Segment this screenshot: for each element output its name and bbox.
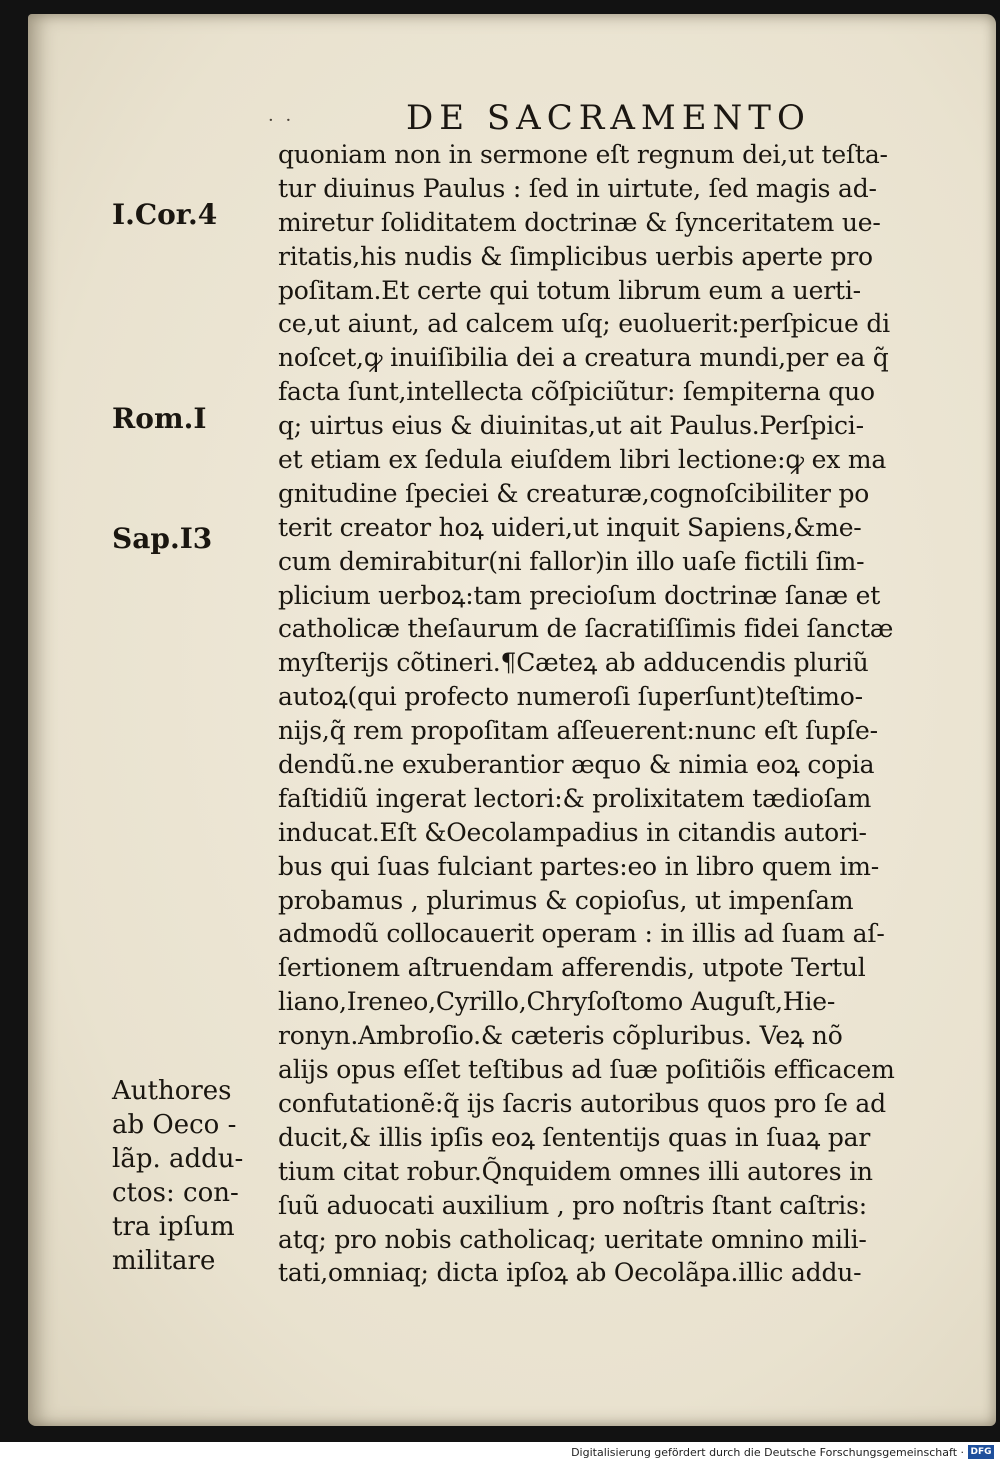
body-text	[278, 138, 978, 1290]
text-line: poſitam.Et certe qui totum librum eum a uerti-	[278, 275, 861, 305]
text-line: confutationẽ:q̃ ijs ſacris autoribus quos pro ſe ad	[278, 1088, 886, 1118]
text-line: myſterijs cõtineri.¶Cæteꝝ ab adducendis pluriũ	[278, 648, 869, 678]
text-line: q; uirtus eius & diuinitas,ut ait Paulus.Perſpici-	[278, 411, 864, 441]
text-line: cum demirabitur(ni fallor)in illo uaſe fictili ſim-	[278, 546, 865, 576]
text-line: dendũ.ne exuberantior æquo & nimia eoꝝ copia	[278, 750, 875, 780]
text-line: ronyn.Ambroſio.& cæteris cõpluribus. Veꝝ nõ	[278, 1021, 843, 1051]
text-line: ducit,& illis ipſis eoꝝ ſententijs quas in ſuaꝝ par	[278, 1122, 871, 1152]
funding-notice: Digitalisierung gefördert durch die Deutsche Forschungsgemeinschaft ·	[571, 1446, 964, 1459]
text-line: tur diuinus Paulus : ſed in uirtute, ſed magis ad-	[278, 173, 877, 203]
text-line: et etiam ex ſedula eiuſdem libri lectione:ꝙ ex ma	[278, 445, 887, 475]
text-line: terit creator hoꝝ uideri,ut inquit Sapiens,&me-	[278, 512, 862, 542]
book-page	[28, 14, 996, 1426]
text-line: nijs,q̃ rem propoſitam aſſeuerent:nunc eſt ſupſe-	[278, 716, 878, 746]
margin-note-authores	[112, 1074, 243, 1278]
text-line: tati,omniaq; dicta ipſoꝝ ab Oecolãpa.illic addu-	[278, 1258, 862, 1288]
margin-note-line: militare	[112, 1246, 216, 1276]
margin-note-line: ctos: con-	[112, 1178, 239, 1208]
text-line: admodũ collocauerit operam : in illis ad ſuam aſ-	[278, 919, 885, 949]
text-line: ſuũ aduocati auxilium , pro noſtris ſtant caſtris:	[278, 1190, 867, 1220]
text-line: bus qui ſuas fulciant partes:eo in libro quem im-	[278, 851, 879, 881]
margin-note-line: lãp. addu-	[112, 1144, 244, 1174]
text-line: facta ſunt,intellecta cõſpiciũtur: ſempiterna quo	[278, 377, 875, 407]
margin-note-rom: Rom.I	[112, 402, 207, 435]
text-line: quoniam non in sermone eſt regnum dei,ut teſta-	[278, 140, 888, 169]
margin-note-cor: I.Cor.4	[112, 198, 218, 231]
text-line: inducat.Eſt &Oecolampadius in citandis autori-	[278, 817, 867, 847]
text-line: plicium uerboꝝ:tam precioſum doctrinæ ſanæ et	[278, 580, 881, 610]
heading-ornament: · ·	[268, 110, 295, 131]
margin-note-line: tra ipſum	[112, 1212, 235, 1242]
text-line: noſcet,ꝙ inuiſibilia dei a creatura mundi,per ea q̃	[278, 343, 889, 373]
text-line: probamus , plurimus & copioſus, ut impenſam	[278, 885, 854, 915]
margin-note-line: ab Oeco -	[112, 1110, 237, 1140]
text-line: tium citat robur.Q̃nquidem omnes illi autores in	[278, 1156, 873, 1186]
text-line: ſertionem aſtruendam afferendis, utpote Tertul	[278, 953, 866, 983]
text-line: catholicæ theſaurum de ſacratiſſimis fidei ſanctæ	[278, 614, 894, 644]
text-line: liano,Ireneo,Cyrillo,Chryſoſtomo Auguſt,Hie-	[278, 987, 836, 1017]
text-line: faſtidiũ ingerat lectori:& prolixitatem tædioſam	[278, 783, 872, 813]
text-line: autoꝝ(qui profecto numeroſi ſuperſunt)teſtimo-	[278, 682, 863, 712]
dfg-logo: DFG	[968, 1445, 994, 1459]
text-line: ce,ut aiunt, ad calcem uſq; euoluerit:perſpicue di	[278, 309, 890, 339]
footer-bar	[0, 1442, 1000, 1464]
margin-note-sap: Sap.I3	[112, 522, 213, 555]
text-line: gnitudine ſpeciei & creaturæ,cognoſcibiliter po	[278, 478, 870, 508]
text-line: alijs opus eſſet teſtibus ad ſuæ poſitiõis efficacem	[278, 1055, 895, 1085]
text-line: ritatis,his nudis & ſimplicibus uerbis aperte pro	[278, 241, 873, 271]
margin-note-line: Authores	[112, 1076, 232, 1106]
running-heading: DE SACRAMENTO	[406, 98, 811, 138]
text-line: miretur ſoliditatem doctrinæ & ſynceritatem ue-	[278, 207, 881, 237]
text-line: atq; pro nobis catholicaq; ueritate omnino mili-	[278, 1224, 867, 1254]
